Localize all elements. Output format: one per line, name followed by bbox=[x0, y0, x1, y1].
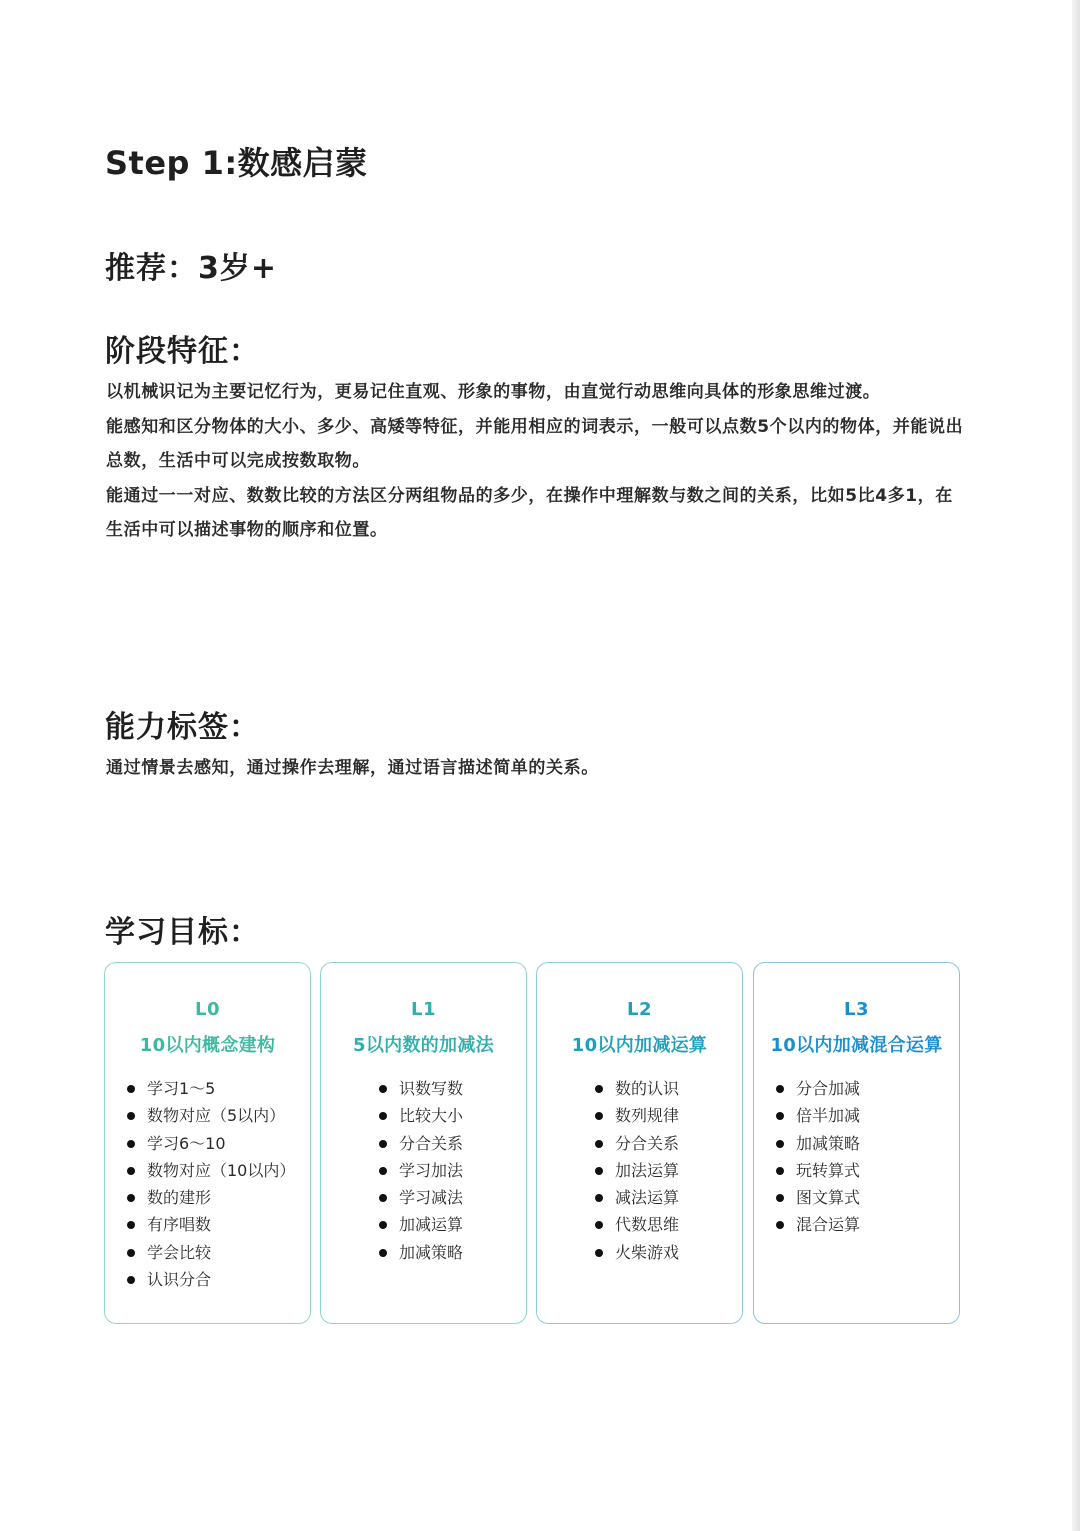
card-items bbox=[379, 1075, 463, 1266]
card-level: L2 bbox=[627, 999, 652, 1020]
list-item: 分合关系 bbox=[595, 1130, 679, 1157]
bullet-icon bbox=[127, 1167, 135, 1175]
list-item: 加法运算 bbox=[595, 1157, 679, 1184]
goal-card-l1 bbox=[320, 962, 527, 1324]
list-item: 混合运算 bbox=[776, 1211, 860, 1238]
bullet-icon bbox=[127, 1276, 135, 1284]
bullet-icon bbox=[776, 1194, 784, 1202]
bullet-icon bbox=[595, 1085, 603, 1093]
list-item: 有序唱数 bbox=[127, 1211, 295, 1238]
list-item: 数物对应（5以内） bbox=[127, 1102, 295, 1129]
card-title: 5以内数的加减法 bbox=[353, 1035, 494, 1056]
bullet-icon bbox=[595, 1112, 603, 1120]
card-title: 10以内加减运算 bbox=[571, 1035, 708, 1056]
list-item: 认识分合 bbox=[127, 1266, 295, 1293]
card-items bbox=[776, 1075, 860, 1239]
bullet-icon bbox=[595, 1249, 603, 1257]
list-item: 图文算式 bbox=[776, 1184, 860, 1211]
goal-card-l0 bbox=[104, 962, 311, 1324]
stage-paragraph: 以机械识记为主要记忆行为，更易记住直观、形象的事物，由直觉行动思维向具体的形象思维过渡。 bbox=[106, 382, 881, 402]
card-level: L0 bbox=[195, 999, 220, 1020]
bullet-icon bbox=[379, 1249, 387, 1257]
card-level: L1 bbox=[411, 999, 436, 1020]
bullet-icon bbox=[127, 1140, 135, 1148]
list-item: 火柴游戏 bbox=[595, 1239, 679, 1266]
card-level: L3 bbox=[844, 999, 869, 1020]
list-item: 学习1～5 bbox=[127, 1075, 295, 1102]
bullet-icon bbox=[776, 1221, 784, 1229]
goal-cards bbox=[104, 962, 960, 1326]
bullet-icon bbox=[379, 1112, 387, 1120]
list-item: 数列规律 bbox=[595, 1102, 679, 1129]
bullet-icon bbox=[595, 1221, 603, 1229]
card-items bbox=[127, 1075, 295, 1293]
bullet-icon bbox=[379, 1167, 387, 1175]
stage-paragraph: 能感知和区分物体的大小、多少、高矮等特征，并能用相应的词表示，一般可以点数5个以内的物体，并能说出总数，生活中可以完成按数取物。 bbox=[106, 416, 964, 471]
card-title: 10以内加减混合运算 bbox=[770, 1035, 943, 1056]
bullet-icon bbox=[127, 1085, 135, 1093]
list-item: 分合关系 bbox=[379, 1130, 463, 1157]
list-item: 加减策略 bbox=[776, 1130, 860, 1157]
list-item: 加减运算 bbox=[379, 1211, 463, 1238]
page-edge bbox=[1072, 0, 1080, 1531]
bullet-icon bbox=[379, 1085, 387, 1093]
list-item: 玩转算式 bbox=[776, 1157, 860, 1184]
goals-heading: 学习目标： bbox=[105, 915, 260, 950]
recommend-age: 推荐：3岁+ bbox=[105, 251, 278, 286]
bullet-icon bbox=[776, 1085, 784, 1093]
list-item: 数的建形 bbox=[127, 1184, 295, 1211]
bullet-icon bbox=[776, 1140, 784, 1148]
list-item: 减法运算 bbox=[595, 1184, 679, 1211]
ability-heading: 能力标签： bbox=[105, 710, 260, 745]
list-item: 学习减法 bbox=[379, 1184, 463, 1211]
stage-description bbox=[106, 375, 966, 548]
card-title: 10以内概念建构 bbox=[139, 1035, 276, 1056]
stage-heading: 阶段特征： bbox=[105, 334, 260, 369]
list-item: 比较大小 bbox=[379, 1102, 463, 1129]
bullet-icon bbox=[595, 1194, 603, 1202]
ability-description bbox=[106, 751, 966, 786]
bullet-icon bbox=[776, 1112, 784, 1120]
list-item: 数物对应（10以内） bbox=[127, 1157, 295, 1184]
list-item: 数的认识 bbox=[595, 1075, 679, 1102]
bullet-icon bbox=[379, 1140, 387, 1148]
list-item: 学习加法 bbox=[379, 1157, 463, 1184]
list-item: 识数写数 bbox=[379, 1075, 463, 1102]
stage-paragraph: 能通过一一对应、数数比较的方法区分两组物品的多少，在操作中理解数与数之间的关系，比如5比4多1，在生活中可以描述事物的顺序和位置。 bbox=[106, 485, 953, 540]
step-title: Step 1:数感启蒙 bbox=[105, 144, 368, 182]
bullet-icon bbox=[127, 1221, 135, 1229]
list-item: 代数思维 bbox=[595, 1211, 679, 1238]
bullet-icon bbox=[595, 1167, 603, 1175]
goal-card-l3 bbox=[753, 962, 960, 1324]
list-item: 学习6～10 bbox=[127, 1130, 295, 1157]
bullet-icon bbox=[127, 1112, 135, 1120]
bullet-icon bbox=[127, 1194, 135, 1202]
list-item: 学会比较 bbox=[127, 1239, 295, 1266]
list-item: 加减策略 bbox=[379, 1239, 463, 1266]
goal-card-l2 bbox=[536, 962, 743, 1324]
bullet-icon bbox=[776, 1167, 784, 1175]
ability-text: 通过情景去感知，通过操作去理解，通过语言描述简单的关系。 bbox=[106, 758, 599, 778]
bullet-icon bbox=[379, 1221, 387, 1229]
bullet-icon bbox=[595, 1140, 603, 1148]
card-items bbox=[595, 1075, 679, 1266]
list-item: 倍半加减 bbox=[776, 1102, 860, 1129]
bullet-icon bbox=[379, 1194, 387, 1202]
list-item: 分合加减 bbox=[776, 1075, 860, 1102]
bullet-icon bbox=[127, 1249, 135, 1257]
